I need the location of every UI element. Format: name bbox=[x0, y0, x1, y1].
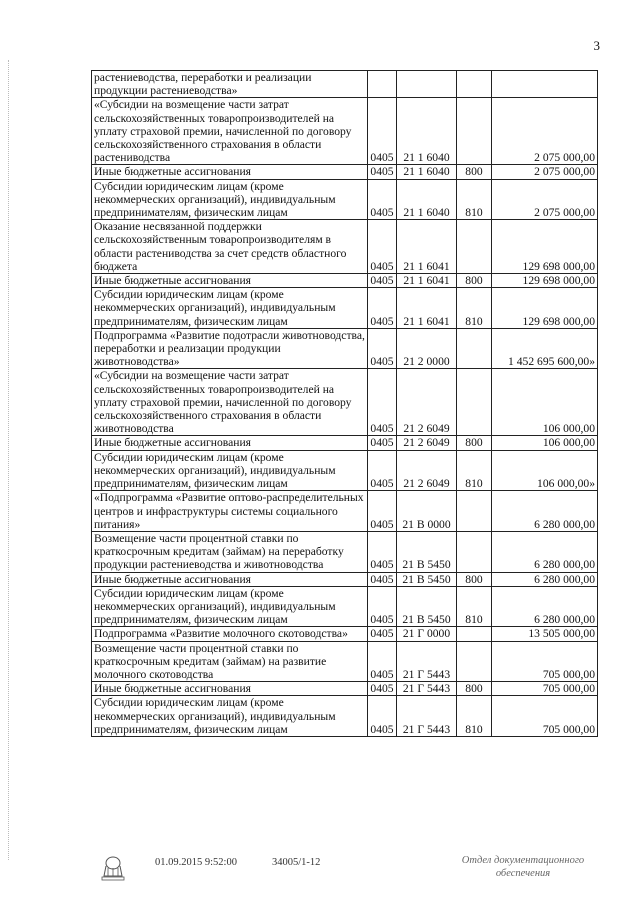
table-row bbox=[92, 450, 598, 491]
row-section-code: 0405 bbox=[368, 627, 397, 641]
row-article-code: 21 1 6041 bbox=[397, 220, 457, 274]
table-row bbox=[92, 369, 598, 436]
row-amount: 13 505 000,00 bbox=[492, 627, 598, 641]
row-section-code: 0405 bbox=[368, 450, 397, 491]
row-article-code: 21 В 5450 bbox=[397, 572, 457, 586]
table-row bbox=[92, 696, 598, 737]
row-article-code: 21 Г 5443 bbox=[397, 641, 457, 682]
table-row bbox=[92, 220, 598, 274]
row-amount: 106 000,00 bbox=[492, 369, 598, 436]
table-row bbox=[92, 165, 598, 179]
row-article-code: 21 Г 0000 bbox=[397, 627, 457, 641]
table-row bbox=[92, 288, 598, 329]
table-row bbox=[92, 586, 598, 627]
row-article-code: 21 2 6049 bbox=[397, 369, 457, 436]
row-section-code: 0405 bbox=[368, 274, 397, 288]
row-expense-type: 810 bbox=[457, 450, 492, 491]
row-section-code: 0405 bbox=[368, 98, 397, 165]
row-section-code: 0405 bbox=[368, 436, 397, 450]
row-name: Субсидии юридическим лицам (кроме некоммерческих организаций), индивидуальным предпринимателям, физическим лицам bbox=[92, 450, 368, 491]
row-name: Иные бюджетные ассигнования bbox=[92, 165, 368, 179]
row-amount: 705 000,00 bbox=[492, 696, 598, 737]
row-amount: 6 280 000,00 bbox=[492, 531, 598, 572]
row-name: Субсидии юридическим лицам (кроме некоммерческих организаций), индивидуальным предпринимателям, физическим лицам bbox=[92, 586, 368, 627]
row-amount: 6 280 000,00 bbox=[492, 586, 598, 627]
row-expense-type bbox=[457, 328, 492, 369]
row-section-code: 0405 bbox=[368, 220, 397, 274]
table-row bbox=[92, 328, 598, 369]
budget-table bbox=[91, 70, 598, 737]
table-row bbox=[92, 627, 598, 641]
row-article-code: 21 Г 5443 bbox=[397, 696, 457, 737]
row-amount: 129 698 000,00 bbox=[492, 288, 598, 329]
row-article-code: 21 1 6041 bbox=[397, 274, 457, 288]
row-expense-type: 800 bbox=[457, 572, 492, 586]
row-expense-type: 810 bbox=[457, 179, 492, 220]
row-name: Субсидии юридическим лицам (кроме некоммерческих организаций), индивидуальным предпринимателям, физическим лицам bbox=[92, 179, 368, 220]
row-article-code: 21 2 6049 bbox=[397, 436, 457, 450]
table-row bbox=[92, 531, 598, 572]
row-expense-type bbox=[457, 369, 492, 436]
row-section-code: 0405 bbox=[368, 369, 397, 436]
row-section-code: 0405 bbox=[368, 288, 397, 329]
table-row bbox=[92, 179, 598, 220]
row-name: Возмещение части процентной ставки по краткосрочным кредитам (займам) на переработку продукции растениеводства и животноводства bbox=[92, 531, 368, 572]
table-row bbox=[92, 71, 598, 98]
department-stamp: Отдел документационного обеспечения bbox=[461, 855, 585, 879]
row-name: Подпрограмма «Развитие подотрасли животноводства, переработки и реализации продукции животноводства» bbox=[92, 328, 368, 369]
table-row bbox=[92, 436, 598, 450]
row-article-code bbox=[397, 71, 457, 98]
row-section-code: 0405 bbox=[368, 641, 397, 682]
row-article-code: 21 В 5450 bbox=[397, 531, 457, 572]
row-section-code bbox=[368, 71, 397, 98]
row-amount: 129 698 000,00 bbox=[492, 274, 598, 288]
table-row bbox=[92, 641, 598, 682]
row-article-code: 21 1 6041 bbox=[397, 288, 457, 329]
row-section-code: 0405 bbox=[368, 165, 397, 179]
row-article-code: 21 В 5450 bbox=[397, 586, 457, 627]
row-name: Подпрограмма «Развитие молочного скотоводства» bbox=[92, 627, 368, 641]
row-expense-type: 800 bbox=[457, 165, 492, 179]
row-name: «Подпрограмма «Развитие оптово-распределительных центров и инфраструктуры системы социального питания» bbox=[92, 491, 368, 532]
row-name: Иные бюджетные ассигнования bbox=[92, 682, 368, 696]
table-row bbox=[92, 682, 598, 696]
document-number: 34005/1-12 bbox=[272, 857, 321, 868]
row-expense-type: 800 bbox=[457, 682, 492, 696]
row-amount: 6 280 000,00 bbox=[492, 572, 598, 586]
row-expense-type bbox=[457, 98, 492, 165]
row-section-code: 0405 bbox=[368, 328, 397, 369]
row-expense-type: 810 bbox=[457, 586, 492, 627]
row-name: Оказание несвязанной поддержки сельскохозяйственным товаропроизводителям в области растениводства за счет средств областного бюджета bbox=[92, 220, 368, 274]
row-article-code: 21 В 0000 bbox=[397, 491, 457, 532]
row-amount: 2 075 000,00 bbox=[492, 165, 598, 179]
row-expense-type bbox=[457, 220, 492, 274]
scan-edge-marks bbox=[8, 60, 10, 860]
row-section-code: 0405 bbox=[368, 531, 397, 572]
row-section-code: 0405 bbox=[368, 572, 397, 586]
row-name: Субсидии юридическим лицам (кроме некоммерческих организаций), индивидуальным предпринимателям, физическим лицам bbox=[92, 696, 368, 737]
row-section-code: 0405 bbox=[368, 179, 397, 220]
row-article-code: 21 2 0000 bbox=[397, 328, 457, 369]
row-section-code: 0405 bbox=[368, 696, 397, 737]
row-amount bbox=[492, 71, 598, 98]
row-expense-type bbox=[457, 71, 492, 98]
emblem-icon bbox=[99, 854, 127, 882]
row-section-code: 0405 bbox=[368, 682, 397, 696]
row-amount: 106 000,00» bbox=[492, 450, 598, 491]
row-name: Субсидии юридическим лицам (кроме некоммерческих организаций), индивидуальным предпринимателям, физическим лицам bbox=[92, 288, 368, 329]
table-row bbox=[92, 98, 598, 165]
row-amount: 2 075 000,00 bbox=[492, 98, 598, 165]
row-expense-type bbox=[457, 641, 492, 682]
row-expense-type: 810 bbox=[457, 288, 492, 329]
row-amount: 6 280 000,00 bbox=[492, 491, 598, 532]
row-name: Иные бюджетные ассигнования bbox=[92, 572, 368, 586]
row-section-code: 0405 bbox=[368, 586, 397, 627]
page-number: 3 bbox=[593, 38, 600, 53]
row-article-code: 21 1 6040 bbox=[397, 179, 457, 220]
row-name: Возмещение части процентной ставки по краткосрочным кредитам (займам) на развитие молочного скотоводства bbox=[92, 641, 368, 682]
row-article-code: 21 1 6040 bbox=[397, 98, 457, 165]
row-amount: 1 452 695 600,00» bbox=[492, 328, 598, 369]
row-expense-type: 800 bbox=[457, 436, 492, 450]
row-name: «Субсидии на возмещение части затрат сельскохозяйственных товаропроизводителей на уплату страховой премии, начисленной по договору сельскохозяйственного страхования в области животноводства bbox=[92, 369, 368, 436]
row-expense-type: 800 bbox=[457, 274, 492, 288]
row-amount: 705 000,00 bbox=[492, 682, 598, 696]
row-amount: 129 698 000,00 bbox=[492, 220, 598, 274]
row-article-code: 21 2 6049 bbox=[397, 450, 457, 491]
row-section-code: 0405 bbox=[368, 491, 397, 532]
row-amount: 106 000,00 bbox=[492, 436, 598, 450]
print-datetime: 01.09.2015 9:52:00 bbox=[155, 857, 237, 868]
row-name: растениеводства, переработки и реализации продукции растениеводства» bbox=[92, 71, 368, 98]
row-name: «Субсидии на возмещение части затрат сельскохозяйственных товаропроизводителей на уплату страховой премии, начисленной по договору сельскохозяйственного страхования в области растениводства bbox=[92, 98, 368, 165]
row-expense-type bbox=[457, 491, 492, 532]
row-expense-type bbox=[457, 627, 492, 641]
row-article-code: 21 1 6040 bbox=[397, 165, 457, 179]
table-row bbox=[92, 491, 598, 532]
row-name: Иные бюджетные ассигнования bbox=[92, 436, 368, 450]
row-name: Иные бюджетные ассигнования bbox=[92, 274, 368, 288]
row-article-code: 21 Г 5443 bbox=[397, 682, 457, 696]
table-row bbox=[92, 274, 598, 288]
row-expense-type: 810 bbox=[457, 696, 492, 737]
table-row bbox=[92, 572, 598, 586]
row-expense-type bbox=[457, 531, 492, 572]
row-amount: 705 000,00 bbox=[492, 641, 598, 682]
row-amount: 2 075 000,00 bbox=[492, 179, 598, 220]
